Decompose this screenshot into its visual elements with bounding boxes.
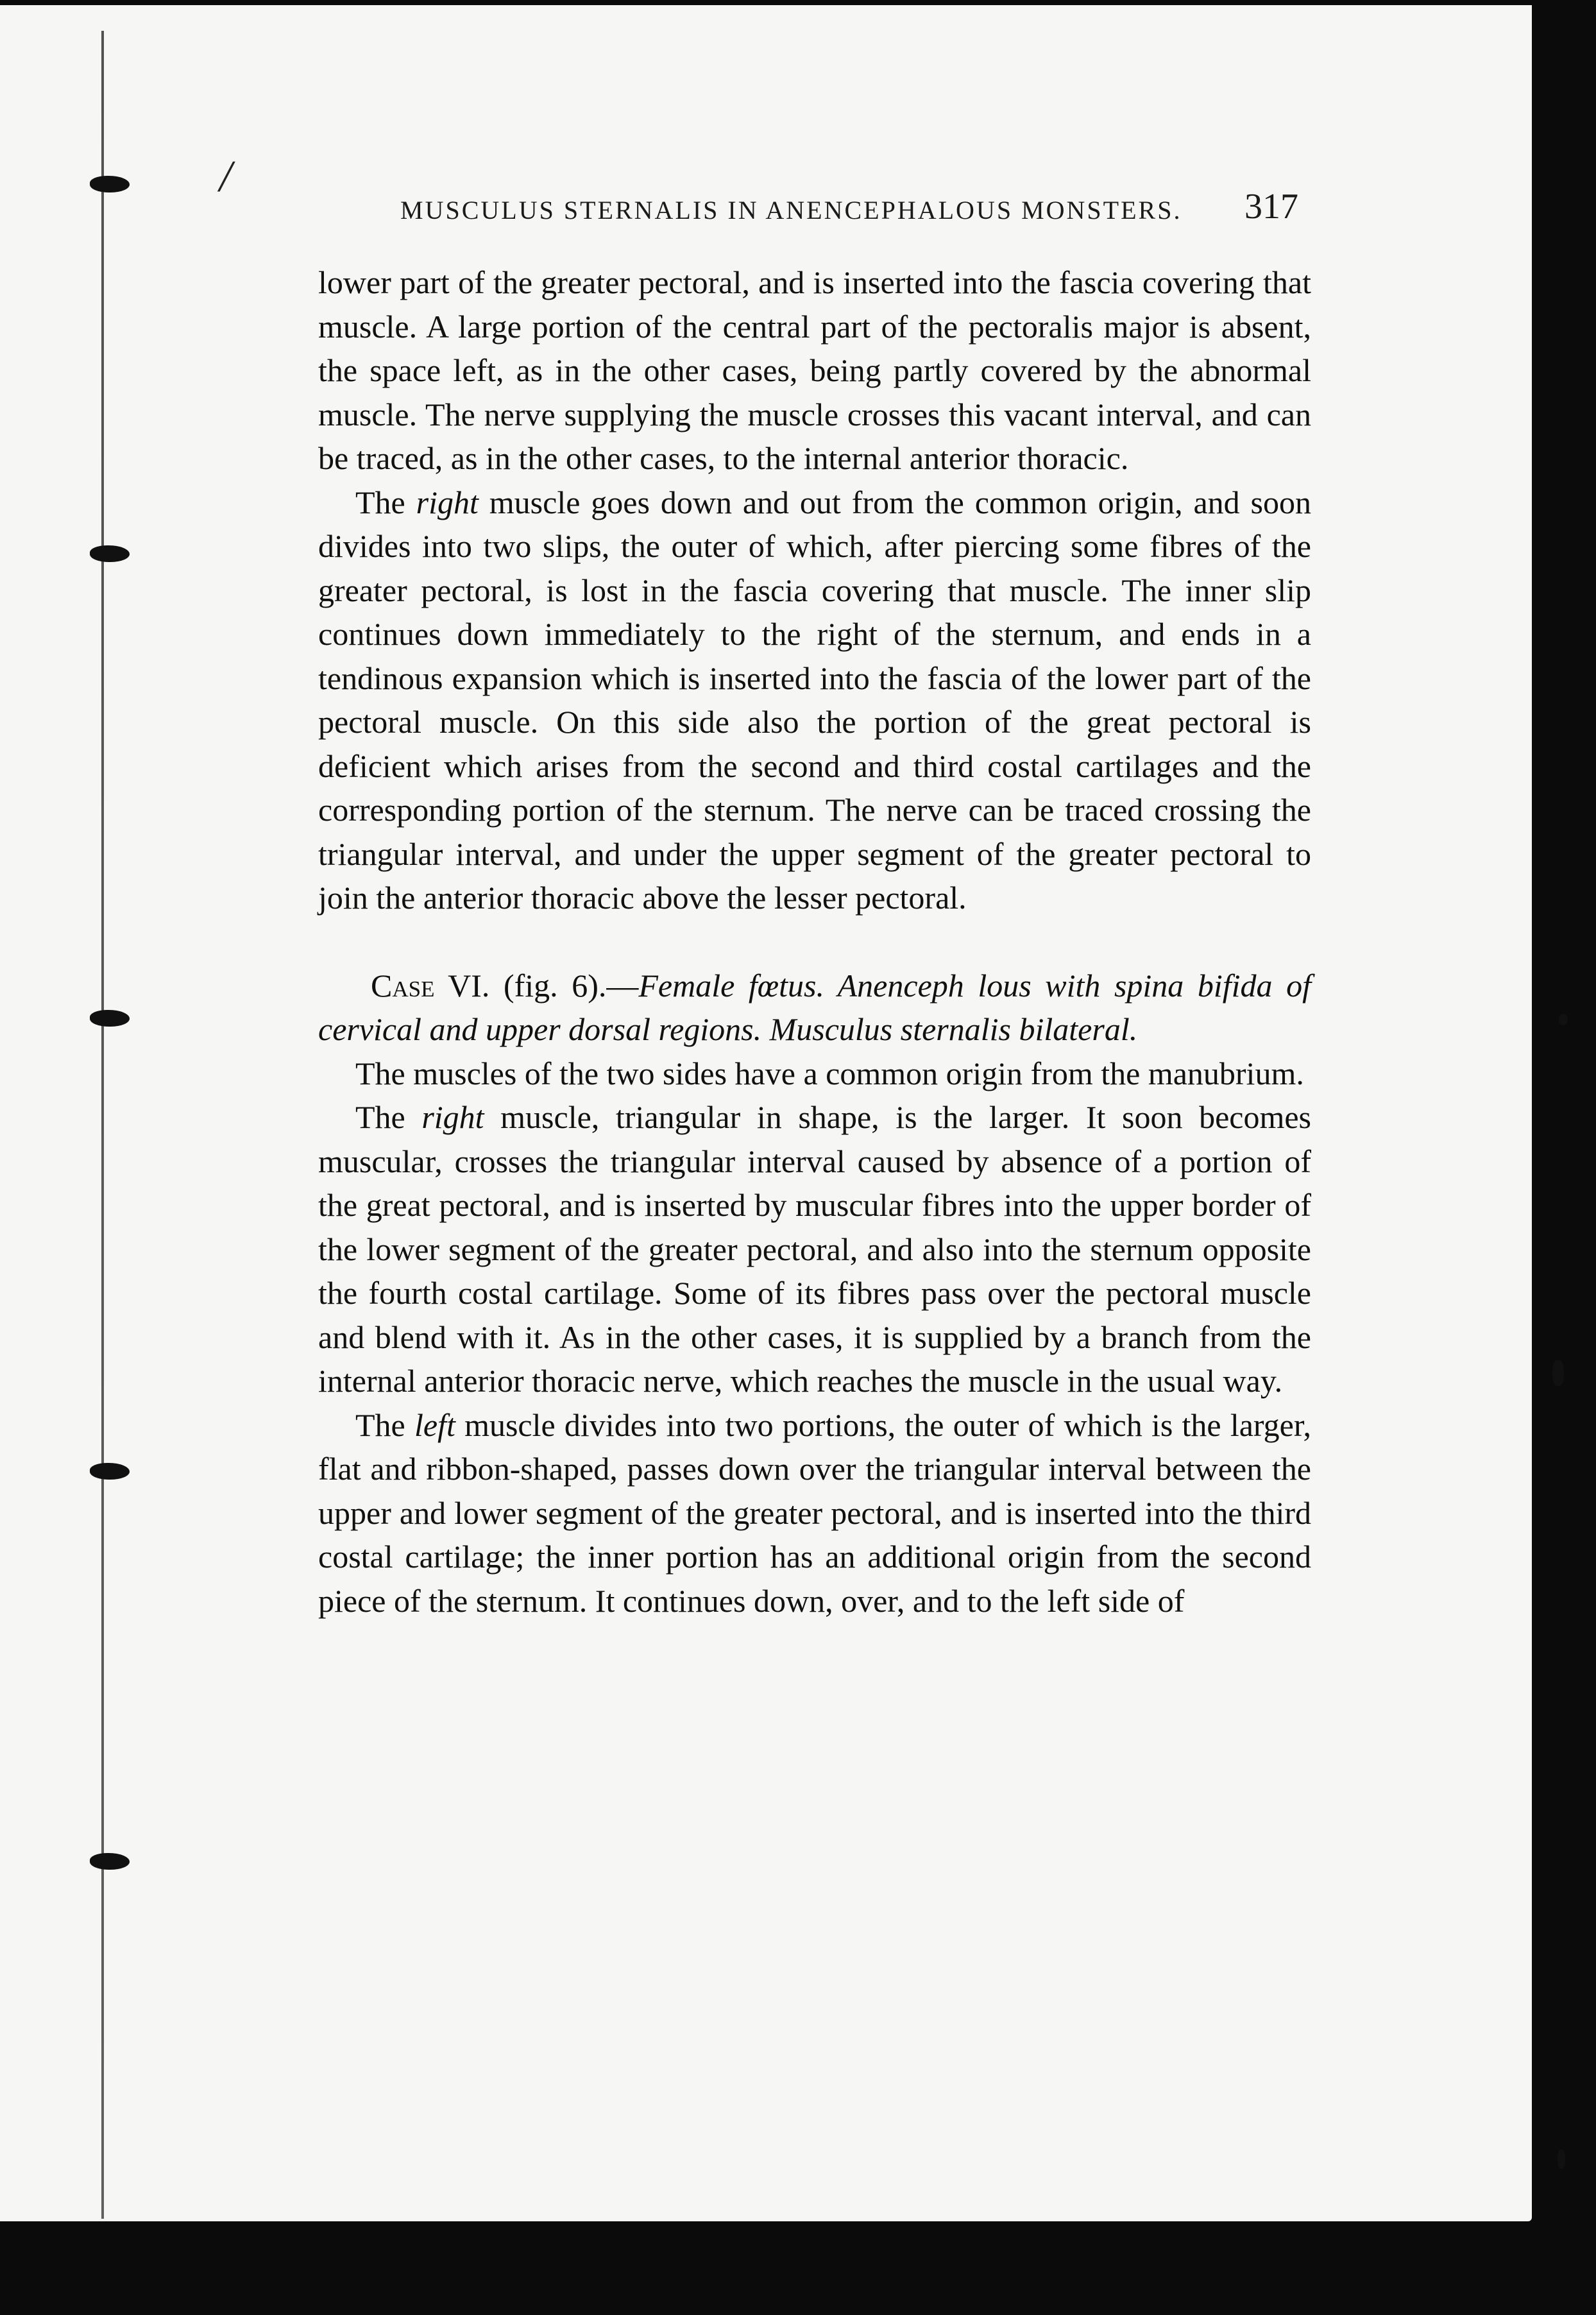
italic-word: left xyxy=(414,1406,455,1443)
text-run: muscle divides into two portions, the outer of which is the larger, flat and ribbon-shaped, passes down over the triangular interval between the upper and lower segment of the greater pectoral, and is inserted into the third costal cartilage; the inner portion has an additional origin from the second piece of the sternum. It continues down, over, and to the left side of xyxy=(318,1406,1311,1619)
italic-word: right xyxy=(421,1099,484,1135)
text-run: The xyxy=(355,484,416,520)
binding-stitch xyxy=(90,545,130,562)
paragraph xyxy=(318,1403,1311,1623)
binding-stitch xyxy=(90,176,130,192)
scan-speck xyxy=(1558,2149,1565,2169)
case-description: Female fœtus. Anenceph lous with spina bifida of cervical and upper dorsal regions. Musculus sternalis bilateral. xyxy=(318,967,1312,1047)
text-run: muscle goes down and out from the common origin, and soon divides into two slips, the outer of which, after piercing some fibres of the greater pectoral, is lost in the fascia covering that muscle. The inner slip continues down immediately to the right of the sternum, and ends in a tendinous expansion which is inserted into the fascia of the lower part of the pectoral muscle. On this side also the portion of the great pectoral is deficient which arises from the second and third costal cartilages and the corresponding portion of the sternum. The nerve can be traced crossing the triangular interval, and under the upper segment of the greater pectoral to join the anterior thoracic above the lesser pectoral. xyxy=(318,484,1312,916)
running-head: MUSCULUS STERNALIS IN ANENCEPHALOUS MONSTERS. xyxy=(400,196,1182,225)
binding-stitch xyxy=(90,1010,130,1027)
paragraph: lower part of the greater pectoral, and is inserted into the fascia covering that muscle. A large portion of the central part of the pectoralis major is absent, the space left, as in the other cases, being partly covered by the abnormal muscle. The nerve supplying the muscle crosses this vacant interval, and can be traced, as in the other cases, to the internal anterior thoracic. xyxy=(318,264,1311,476)
binding-stitch xyxy=(90,1463,130,1480)
binding-stitch xyxy=(90,1853,130,1870)
paragraph xyxy=(318,1095,1311,1403)
case-heading xyxy=(318,964,1311,1052)
text-run: The xyxy=(355,1099,422,1135)
scan-speck xyxy=(1552,1360,1564,1386)
paragraph xyxy=(318,481,1311,920)
case-label: Case VI. xyxy=(371,967,490,1004)
figure-reference: (fig. 6).— xyxy=(489,967,639,1004)
text-run: muscle, triangular in shape, is the larger. It soon becomes muscular, crosses the triangular interval caused by absence of a portion of the great pectoral, and is inserted by muscular fibres into the upper border of the lower segment of the greater pectoral, and also into the sternum opposite the fourth costal cartilage. Some of its fibres pass over the pectoral muscle and blend with it. As in the other cases, it is supplied by a branch from the internal anterior thoracic nerve, which reaches the muscle in the usual way. xyxy=(318,1099,1311,1399)
body-text xyxy=(318,261,1311,1623)
italic-word: right xyxy=(416,484,479,520)
paragraph: The muscles of the two sides have a common origin from the manubrium. xyxy=(355,1055,1304,1091)
binding-fold xyxy=(101,31,104,2219)
text-run: The xyxy=(355,1406,414,1443)
stray-pen-mark: / xyxy=(219,152,232,201)
page-number: 317 xyxy=(1244,187,1298,226)
scan-speck xyxy=(1559,1014,1568,1025)
book-page xyxy=(0,5,1532,2221)
